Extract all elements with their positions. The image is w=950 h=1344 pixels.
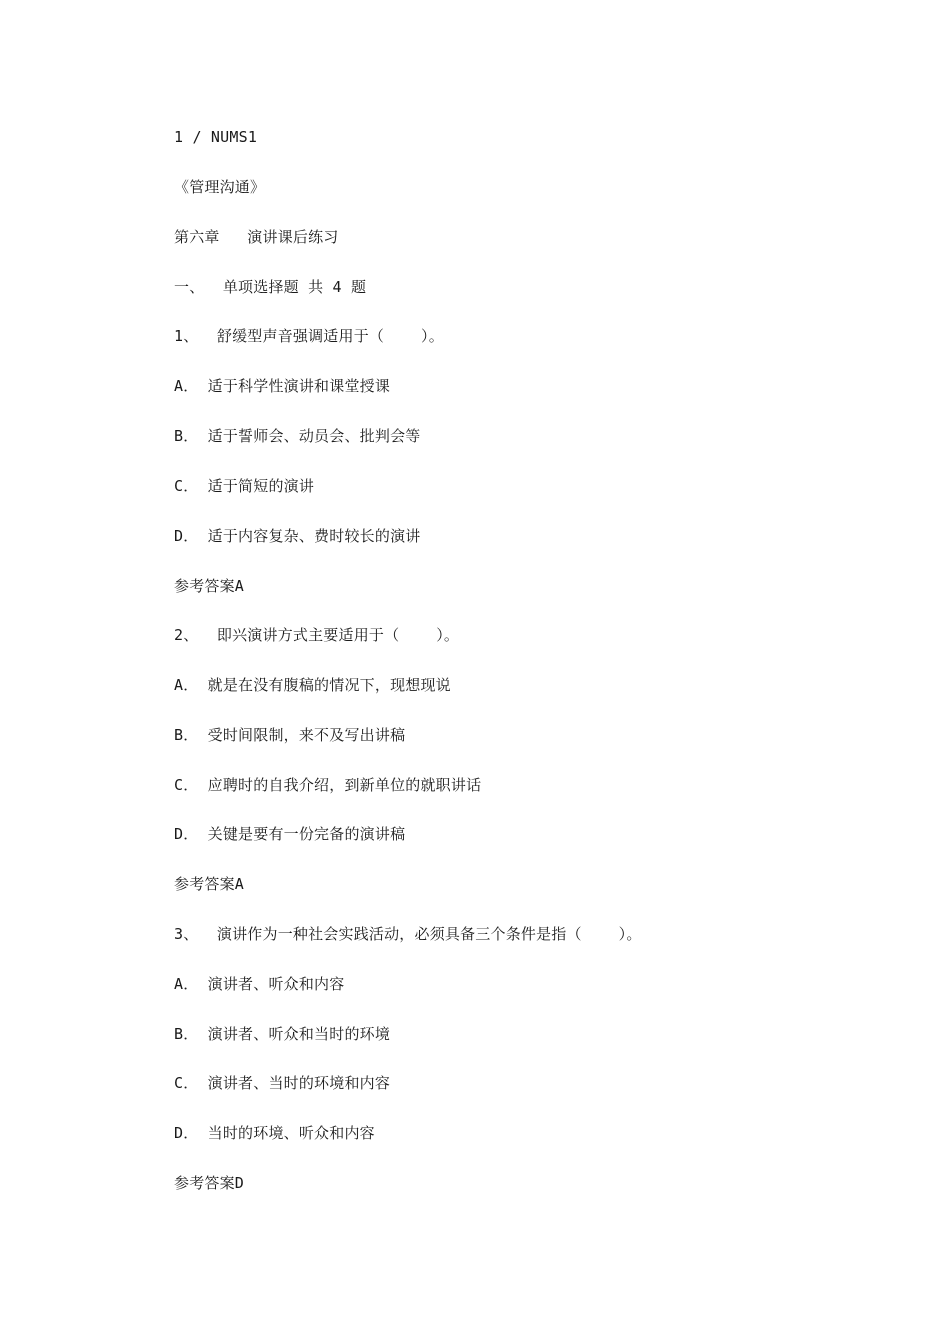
option-a: A． 演讲者、听众和内容 (174, 975, 345, 993)
section-title: 一、 单项选择题 共 4 题 (174, 278, 367, 296)
reference-answer: 参考答案A (174, 577, 245, 595)
option-b: B． 演讲者、听众和当时的环境 (174, 1025, 391, 1043)
option-a: A． 就是在没有腹稿的情况下，现想现说 (174, 676, 451, 694)
option-c: C． 适于简短的演讲 (174, 477, 315, 495)
reference-answer: 参考答案A (174, 875, 245, 893)
option-d: D． 当时的环境、听众和内容 (174, 1124, 375, 1142)
option-d: D． 适于内容复杂、费时较长的演讲 (174, 527, 421, 545)
option-b: B． 受时间限制，来不及写出讲稿 (174, 726, 406, 744)
page-number-header: 1 / NUMS1 (174, 128, 258, 146)
option-d: D． 关键是要有一份完备的演讲稿 (174, 825, 406, 843)
option-b: B． 适于誓师会、动员会、批判会等 (174, 427, 421, 445)
question-stem: 1、 舒缓型声音强调适用于（ ）。 (174, 327, 444, 345)
question-stem: 3、 演讲作为一种社会实践活动，必须具备三个条件是指（ ）。 (174, 925, 642, 943)
chapter-title: 第六章 演讲课后练习 (174, 228, 339, 246)
course-title: 《管理沟通》 (174, 178, 266, 196)
reference-answer: 参考答案D (174, 1174, 245, 1192)
option-c: C． 应聘时的自我介绍，到新单位的就职讲话 (174, 776, 482, 794)
question-stem: 2、 即兴演讲方式主要适用于（ ）。 (174, 626, 460, 644)
option-a: A． 适于科学性演讲和课堂授课 (174, 377, 391, 395)
option-c: C． 演讲者、当时的环境和内容 (174, 1074, 391, 1092)
